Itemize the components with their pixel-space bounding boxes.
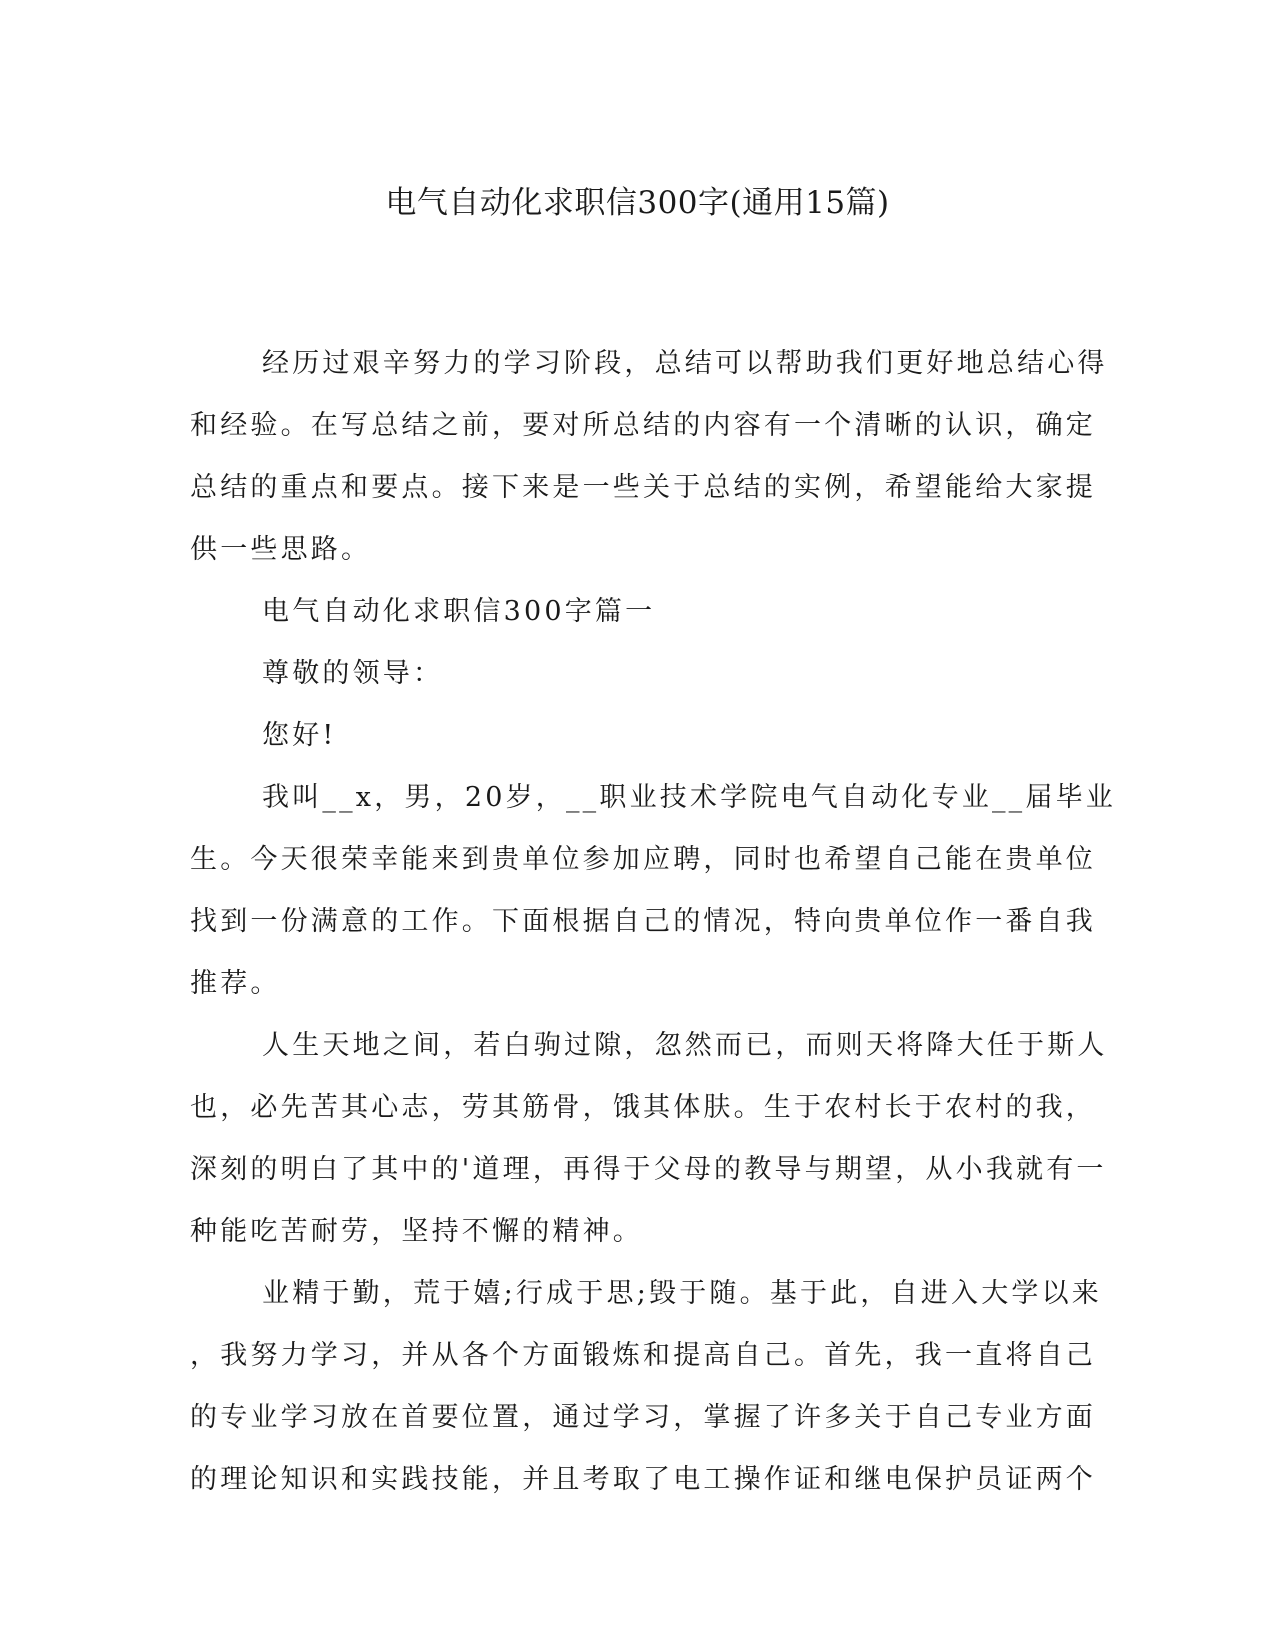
text-line: 人生天地之间，若白驹过隙，忽然而已，而则天将降大任于斯人	[262, 1030, 1108, 1061]
text-line: 我叫__x，男，20岁，__职业技术学院电气自动化专业__届毕业	[262, 782, 1116, 813]
greeting	[190, 705, 1090, 767]
salutation	[190, 643, 1090, 705]
text-line: 生。今天很荣幸能来到贵单位参加应聘，同时也希望自己能在贵单位	[190, 844, 1096, 875]
text-line: 总结的重点和要点。接下来是一些关于总结的实例，希望能给大家提	[190, 472, 1096, 503]
paragraph-intro	[190, 333, 1108, 581]
text-line: 的专业学习放在首要位置，通过学习，掌握了许多关于自己专业方面	[190, 1402, 1096, 1433]
text-line: ，我努力学习，并从各个方面锻炼和提高自己。首先，我一直将自己	[190, 1340, 1096, 1371]
text-line: 也，必先苦其心志，劳其筋骨，饿其体肤。生于农村长于农村的我，	[190, 1092, 1096, 1123]
text-line: 供一些思路。	[190, 534, 372, 565]
section-heading	[190, 581, 1090, 643]
document-title: 电气自动化求职信300字(通用15篇)	[385, 185, 890, 221]
text-line: 推荐。	[190, 968, 281, 999]
text-line: 电气自动化求职信300字篇一	[262, 596, 656, 627]
text-line: 和经验。在写总结之前，要对所总结的内容有一个清晰的认识，确定	[190, 410, 1096, 441]
text-line: 种能吃苦耐劳，坚持不懈的精神。	[190, 1216, 643, 1247]
text-line: 业精于勤，荒于嬉;行成于思;毁于随。基于此，自进入大学以来	[262, 1278, 1102, 1309]
document-body	[190, 333, 1116, 1511]
text-line: 经历过艰辛努力的学习阶段，总结可以帮助我们更好地总结心得	[262, 348, 1108, 379]
text-line: 找到一份满意的工作。下面根据自己的情况，特向贵单位作一番自我	[190, 906, 1096, 937]
text-line: 您好!	[262, 720, 337, 751]
text-line: 尊敬的领导：	[262, 658, 444, 689]
paragraph-self-intro	[190, 767, 1116, 1015]
paragraph-study	[190, 1263, 1102, 1511]
paragraph-upbringing	[190, 1015, 1108, 1263]
text-line: 深刻的明白了其中的'道理，再得于父母的教导与期望，从小我就有一	[190, 1154, 1107, 1185]
text-line: 的理论知识和实践技能，并且考取了电工操作证和继电保护员证两个	[190, 1464, 1096, 1495]
